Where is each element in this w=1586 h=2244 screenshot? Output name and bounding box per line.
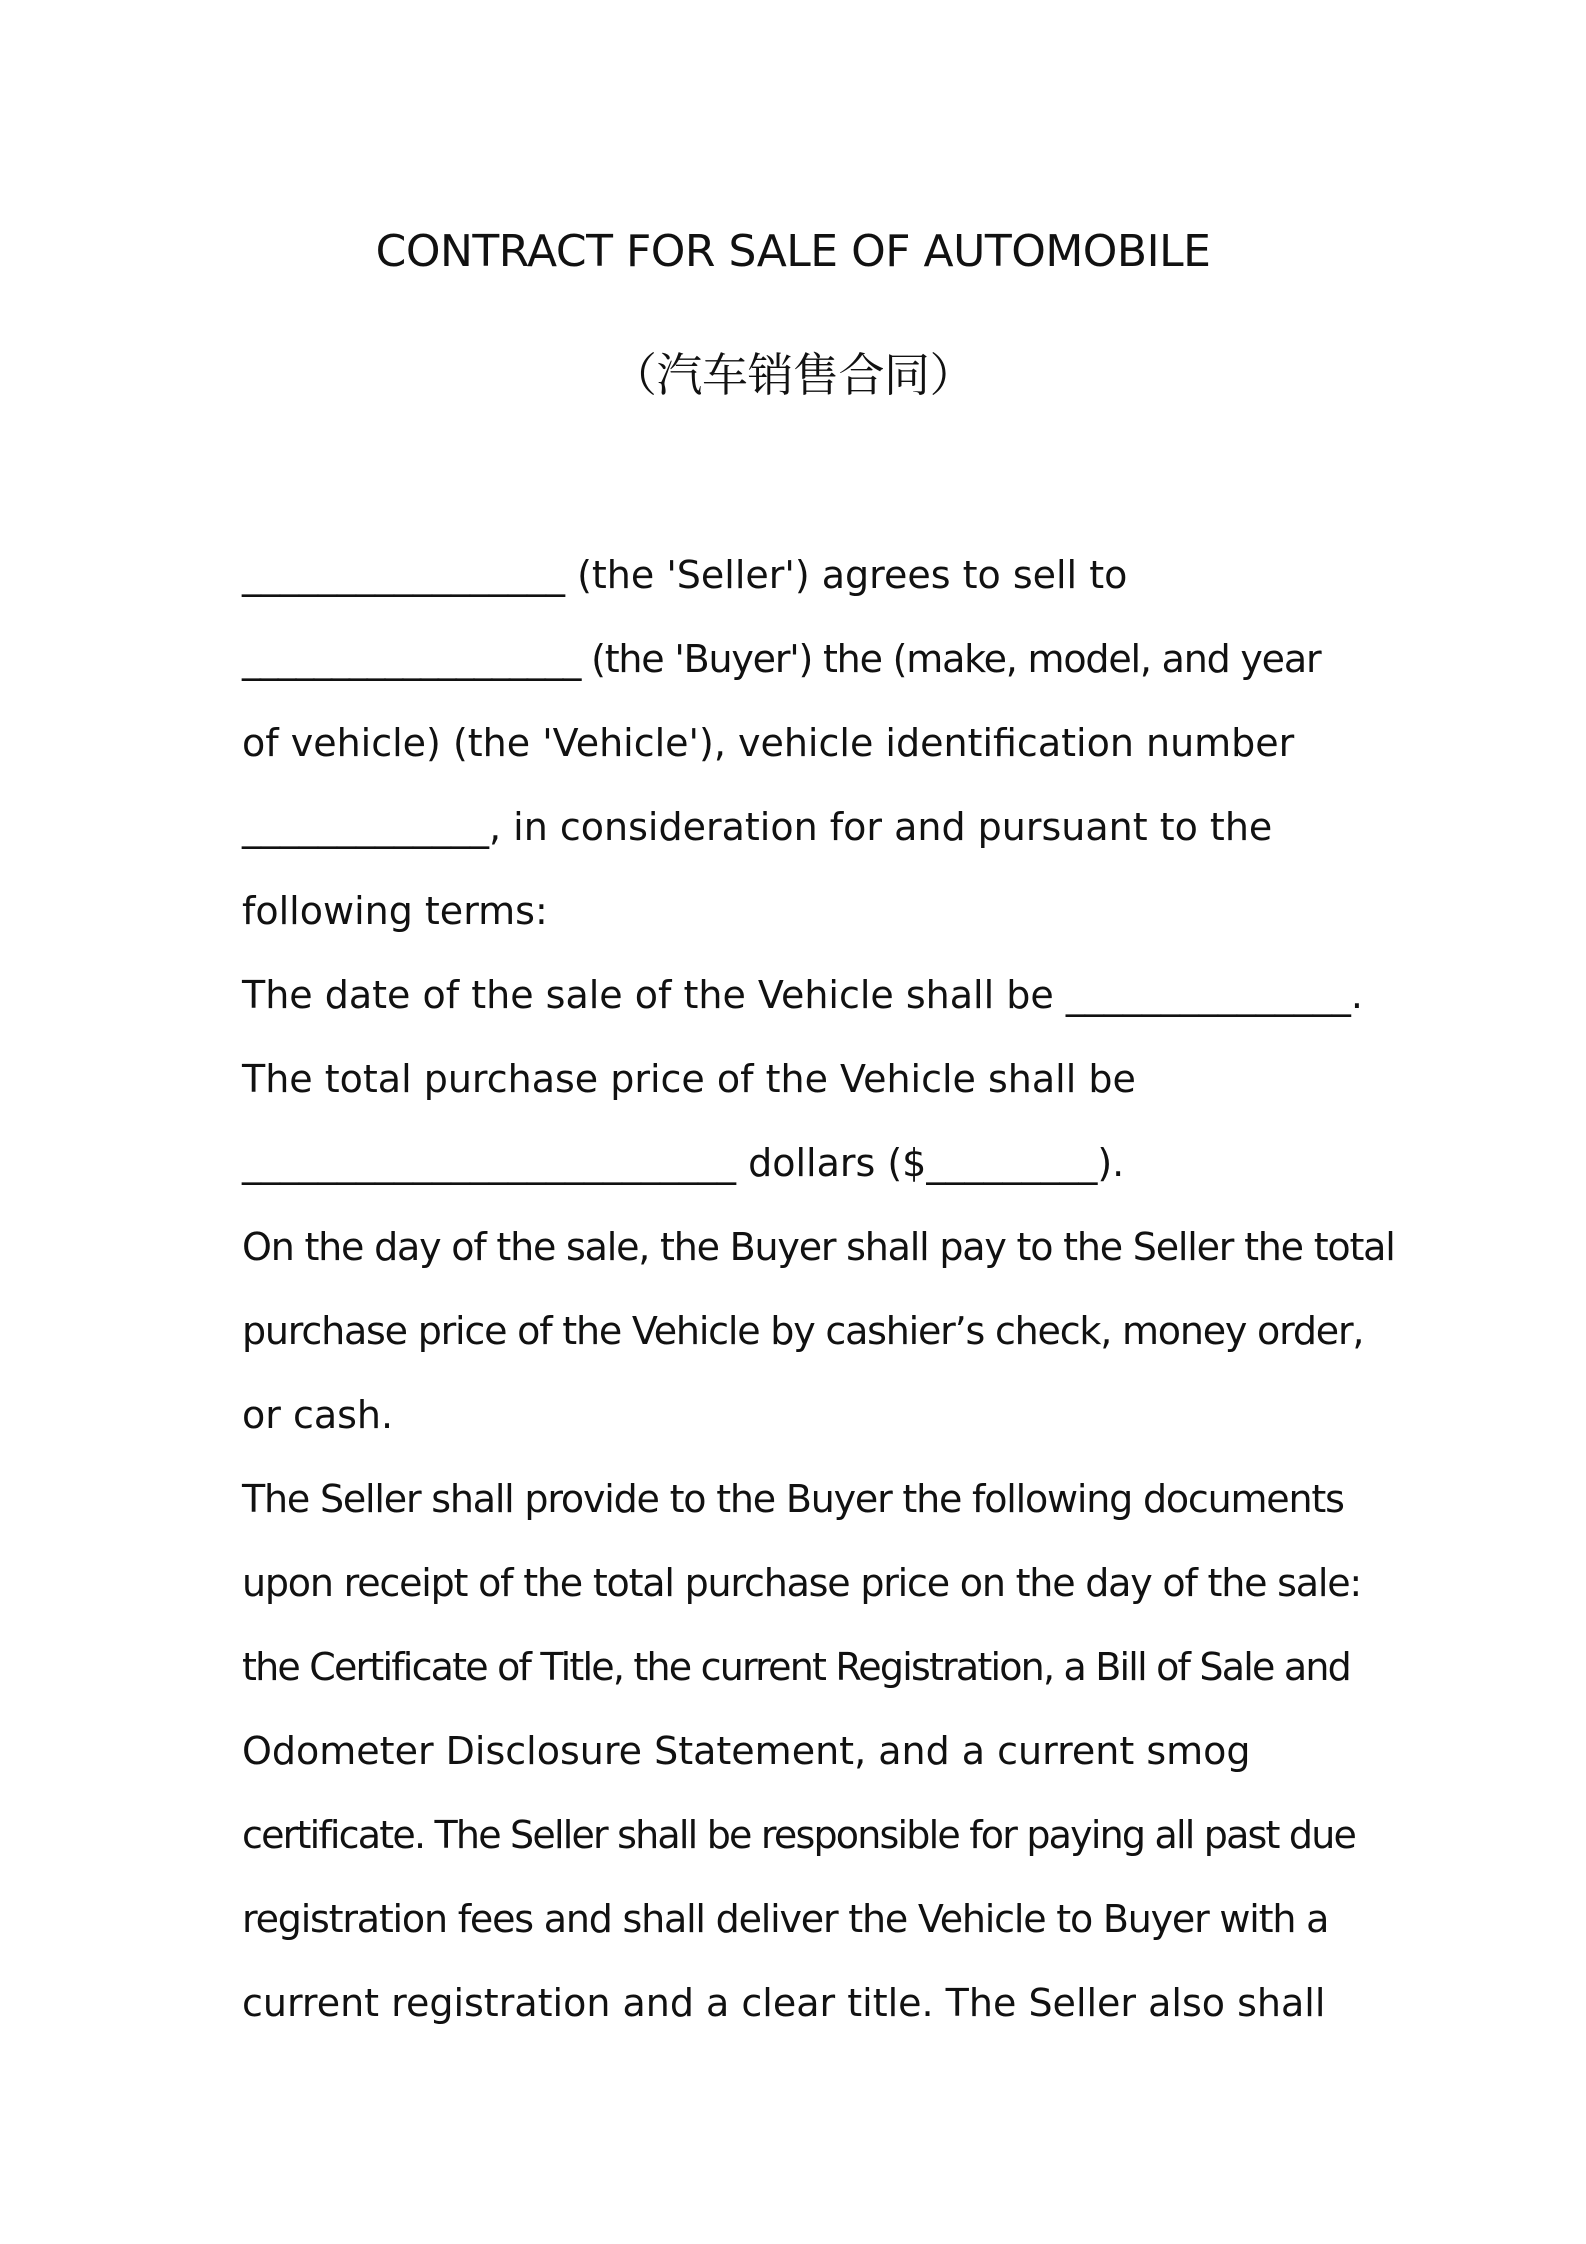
body-line: On the day of the sale, the Buyer shall pay to the Seller the total <box>242 1225 1395 1269</box>
body-line: of vehicle) (the 'Vehicle'), vehicle identification number <box>242 721 1295 765</box>
body-line: purchase price of the Vehicle by cashier’s check, money order, <box>242 1309 1364 1353</box>
body-line: or cash. <box>242 1393 394 1437</box>
body-line: current registration and a clear title. The Seller also shall <box>242 1981 1326 2025</box>
body-line: following terms: <box>242 889 548 933</box>
body-line: _________________ (the 'Seller') agrees to sell to <box>242 553 1128 597</box>
body-line: the Certificate of Title, the current Registration, a Bill of Sale and <box>242 1645 1350 1689</box>
body-line: The Seller shall provide to the Buyer the following documents <box>242 1477 1344 1521</box>
body-line: _____________, in consideration for and pursuant to the <box>242 805 1273 849</box>
body-line: The date of the sale of the Vehicle shall be _______________. <box>242 973 1363 1017</box>
body-line: certificate. The Seller shall be responsible for paying all past due <box>242 1813 1356 1857</box>
body-line: Odometer Disclosure Statement, and a current smog <box>242 1729 1251 1773</box>
body-line: registration fees and shall deliver the Vehicle to Buyer with a <box>242 1897 1329 1941</box>
document-title: CONTRACT FOR SALE OF AUTOMOBILE <box>375 226 1211 277</box>
body-line: The total purchase price of the Vehicle shall be <box>242 1057 1136 1101</box>
body-line: upon receipt of the total purchase price on the day of the sale: <box>242 1561 1361 1605</box>
body-line: __________________________ dollars ($_________). <box>242 1141 1125 1185</box>
document-subtitle-chinese: （汽车销售合同） <box>611 348 975 402</box>
contract-body <box>242 533 1395 2045</box>
body-line: ___________________ (the 'Buyer') the (make, model, and year <box>242 637 1321 681</box>
